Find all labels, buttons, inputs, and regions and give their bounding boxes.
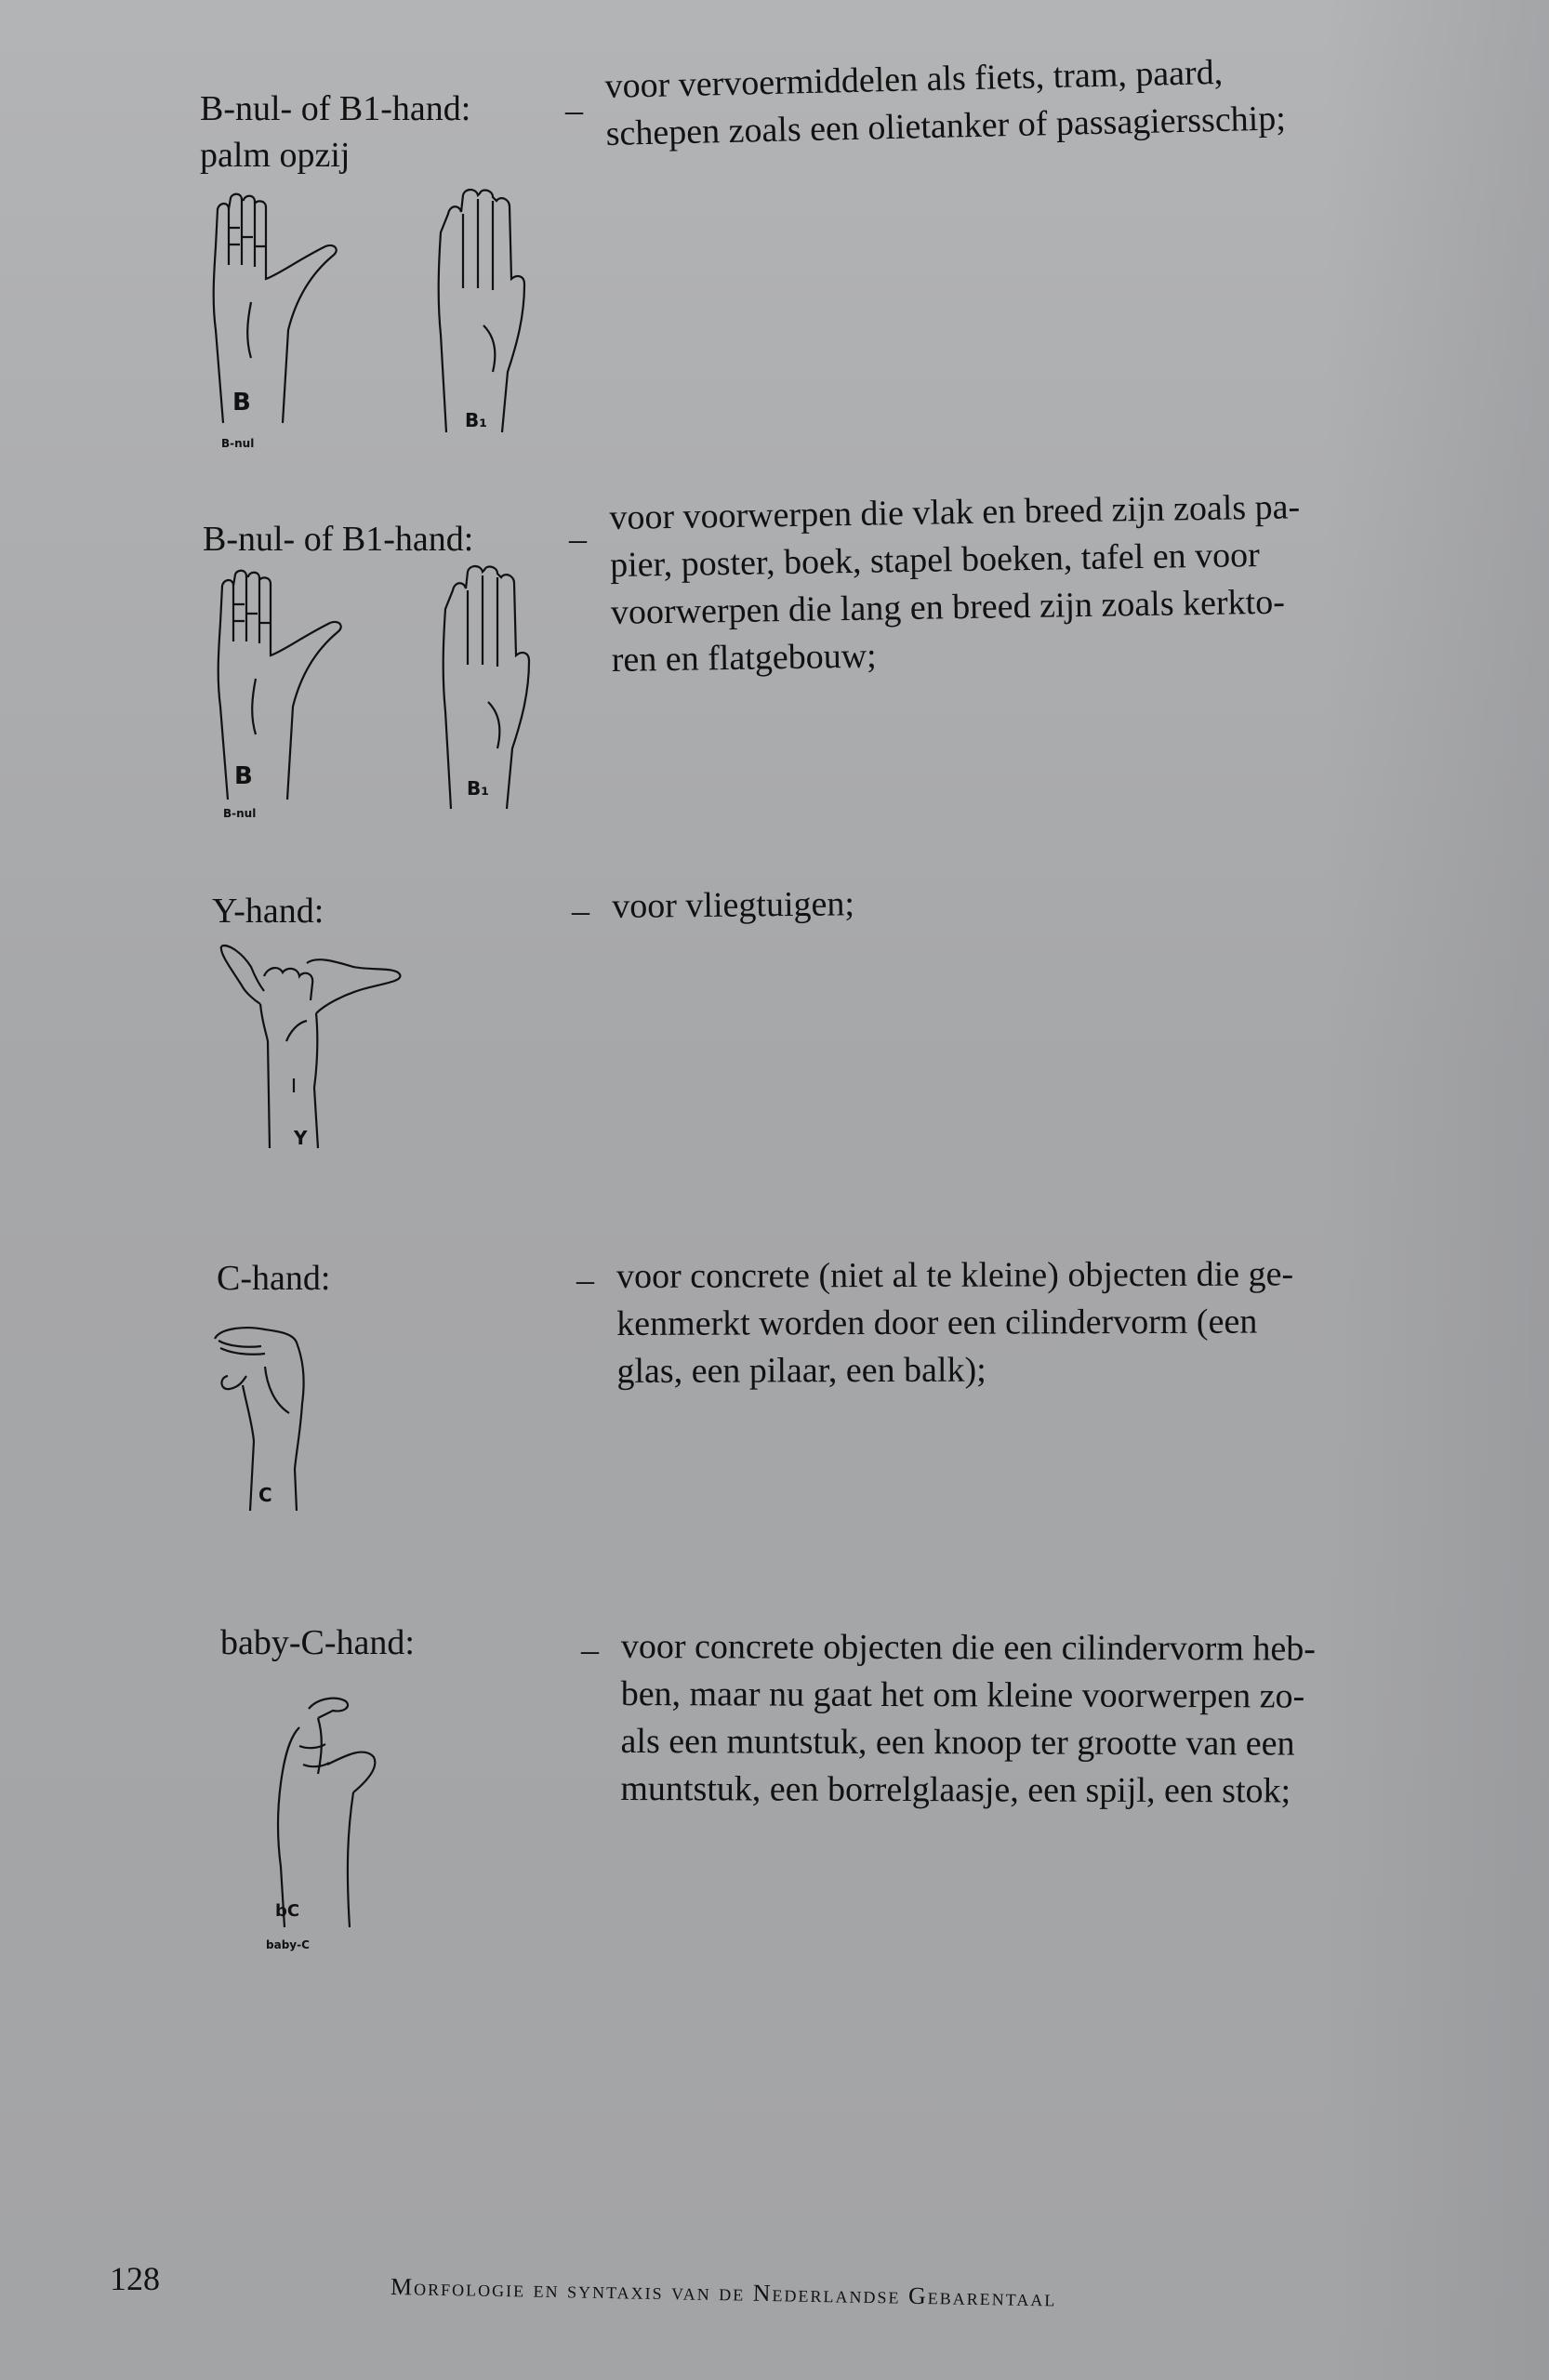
entry-2-b1-hand-illustration (432, 562, 553, 813)
entry-5-dash: – (581, 1631, 599, 1670)
entry-3-desc-line-1: voor vliegtuigen; (612, 884, 855, 926)
entry-2-glyph-b: B (234, 762, 253, 790)
entry-3-y-hand-illustration (214, 939, 409, 1153)
entry-2-description (609, 483, 1303, 684)
entry-4-label (217, 1255, 330, 1302)
entry-5-glyph-baby-c: baby-C (266, 1938, 310, 1951)
entry-2-label (203, 516, 473, 562)
entry-1-dash: – (565, 91, 583, 130)
entry-1-glyph-b: B (232, 389, 251, 416)
entry-2-desc-line-1: voor voorwerpen die vlak en breed zijn zoals pa- (609, 487, 1301, 537)
entry-5-desc-line-2: ben, maar nu gaat het om kleine voorwerpen zo- (620, 1673, 1305, 1716)
entry-2-desc-line-2: pier, poster, boek, stapel boeken, tafel en voor (609, 536, 1261, 585)
entry-1-label-line-1: B-nul- of B1-hand: (200, 89, 471, 128)
entry-1-label (200, 86, 470, 178)
entry-4-desc-line-3: glas, een pilaar, een balk); (616, 1350, 986, 1391)
entry-5-glyph-bc: bC (275, 1901, 300, 1921)
entry-4-dash: – (576, 1261, 594, 1300)
entry-4-desc-line-2: kenmerkt worden door een cilindervorm (een (616, 1302, 1258, 1343)
entry-1-description (604, 47, 1286, 158)
entry-4-desc-line-1: voor concrete (niet al te kleine) objecten die ge- (616, 1254, 1294, 1296)
entry-5-label (220, 1620, 415, 1666)
entry-3-label (212, 888, 324, 934)
entry-3-description (612, 880, 854, 931)
entry-1-glyph-b1: B₁ (465, 409, 488, 431)
entry-5-baby-c-hand-illustration (244, 1690, 392, 1932)
entry-5-desc-line-3: als een muntstuk, een knoop ter grootte van een (620, 1721, 1295, 1764)
page-shadow (1326, 0, 1549, 2380)
entry-4-label-line-1: C-hand: (217, 1259, 331, 1298)
entry-5-label-line-1: baby-C-hand: (220, 1623, 415, 1662)
entry-1-desc-line-1: voor vervoermiddelen als fiets, tram, paard, (604, 52, 1224, 106)
entry-2-b-nul-hand-illustration (191, 567, 358, 809)
entry-1-b1-hand-illustration (428, 186, 549, 437)
entry-5-desc-line-4: muntstuk, een borrelglaasje, een spijl, een stok; (620, 1768, 1291, 1811)
entry-3-glyph-y: Y (294, 1127, 308, 1149)
entry-4-description (616, 1250, 1294, 1395)
entry-3-label-line-1: Y-hand: (212, 892, 324, 931)
entry-3-dash: – (572, 892, 589, 931)
entry-2-desc-line-3: voorwerpen die lang en breed zijn zoals kerkto- (610, 582, 1286, 632)
entry-1-b-nul-hand-illustration (186, 191, 353, 432)
entry-1-glyph-b-nul: B-nul (221, 437, 255, 450)
entry-5-desc-line-1: voor concrete objecten die een cilindervorm heb- (620, 1627, 1316, 1669)
entry-1-label-line-2: palm opzij (200, 136, 351, 175)
entry-1-desc-line-2: schepen zoals een olietanker of passagiersschip; (605, 99, 1287, 153)
entry-2-desc-line-4: ren en flatgebouw; (611, 636, 877, 680)
entry-2-glyph-b-nul: B-nul (223, 807, 257, 820)
entry-2-glyph-b1: B₁ (467, 777, 490, 800)
entry-4-glyph-c: C (258, 1484, 272, 1506)
entry-5-description (620, 1623, 1316, 1816)
page-number: 128 (110, 2260, 160, 2297)
entry-2-label-line-1: B-nul- of B1-hand: (203, 520, 474, 559)
entry-2-dash: – (569, 520, 587, 559)
running-head: Morfologie en syntaxis van de Nederlandse Gebarentaal (390, 2273, 1057, 2312)
